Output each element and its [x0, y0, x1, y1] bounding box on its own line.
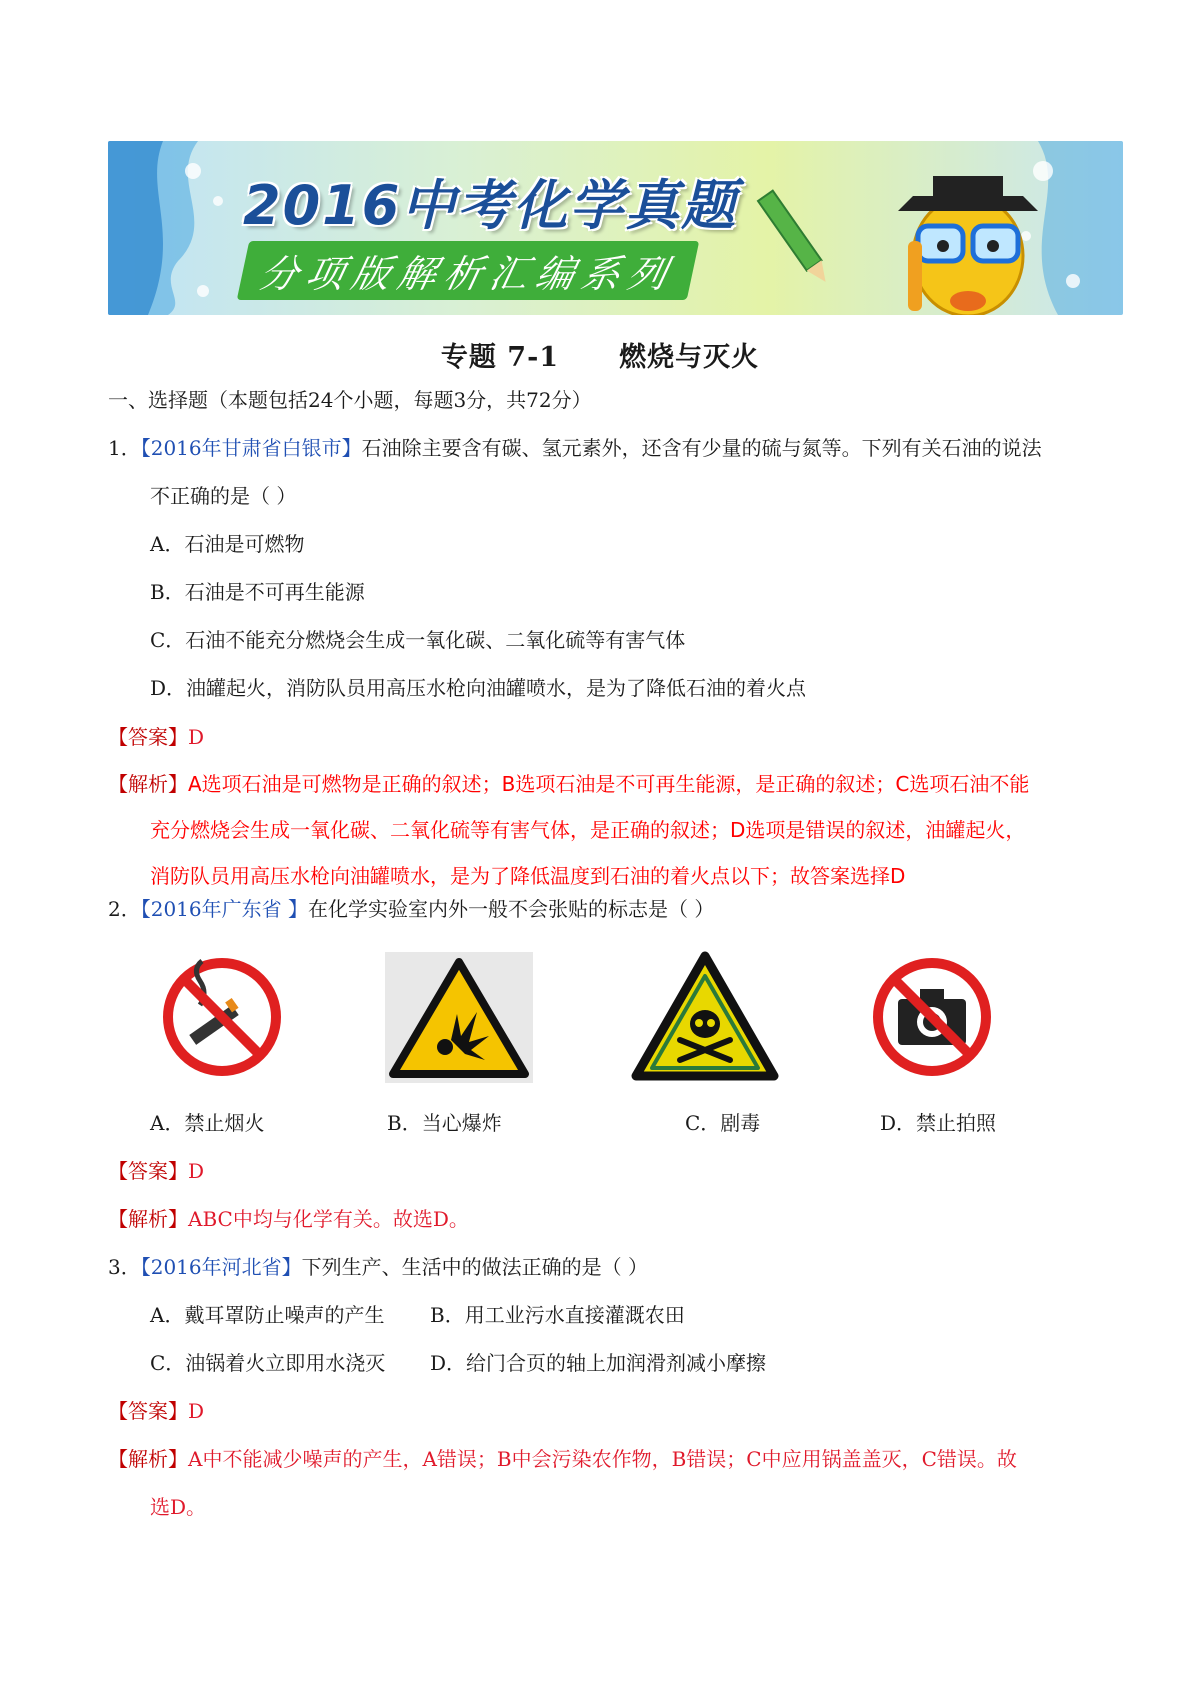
option-d: D．油罐起火，消防队员用高压水枪向油罐喷水，是为了降低石油的着火点	[150, 676, 807, 700]
answer-value: D	[188, 1159, 205, 1183]
sign-label-b: B．当心爆炸	[387, 1111, 502, 1135]
page-title	[0, 335, 1200, 374]
question-source: 【2016年河北省】	[140, 1255, 302, 1279]
answer-label: 【答案】	[108, 1399, 188, 1423]
explanation-text: ABC中均与化学有关。故选D。	[188, 1207, 469, 1231]
question-text: 石油除主要含有碳、氢元素外，还含有少量的硫与氮等。下列有关石油的说法	[361, 436, 1042, 460]
no-photography-sign-icon	[870, 955, 995, 1080]
question-3-stem	[108, 1251, 648, 1280]
answer-value: D	[188, 1399, 205, 1423]
answer-3	[108, 1395, 204, 1424]
explanation-1	[108, 768, 1029, 797]
title-topic-name: 燃烧与灭火	[619, 342, 760, 373]
question-2-stem	[108, 893, 714, 922]
explanation-label: 【解析】	[108, 1207, 188, 1231]
toxic-warning-sign-icon	[630, 948, 780, 1084]
sign-label-a: A．禁止烟火	[150, 1111, 265, 1135]
explosive-warning-sign-icon	[385, 952, 533, 1083]
banner-title: 2016中考化学真题	[243, 174, 738, 237]
explanation-3-line-2: 选D。	[150, 1495, 207, 1519]
option-a: A．戴耳罩防止噪声的产生	[150, 1303, 385, 1327]
sign-label-c: C．剧毒	[685, 1111, 761, 1135]
explanation-3	[108, 1443, 1017, 1472]
question-number: 1．	[108, 436, 141, 460]
title-topic-number: 专题 7-1	[440, 342, 560, 373]
explanation-2	[108, 1203, 469, 1232]
explanation-text: A选项石油是可燃物是正确的叙述；B选项石油是不可再生能源，是正确的叙述；C选项石油不能	[188, 772, 1030, 796]
banner-subtitle: 分项版解析汇编系列	[237, 241, 700, 300]
option-c: C．油锅着火立即用水浇灭	[150, 1351, 386, 1375]
question-1-stem	[108, 432, 1042, 461]
section-heading: 一、选择题（本题包括24个小题，每题3分，共72分）	[108, 388, 592, 412]
option-a: A．石油是可燃物	[150, 532, 305, 556]
option-d: D．给门合页的轴上加润滑剂减小摩擦	[430, 1351, 767, 1375]
header-banner	[108, 141, 1123, 315]
explanation-label: 【解析】	[108, 1447, 188, 1471]
explanation-1-line-3: 消防队员用高压水枪向油罐喷水，是为了降低温度到石油的着火点以下；故答案选择D	[150, 864, 906, 888]
question-text: 下列生产、生活中的做法正确的是（ ）	[301, 1255, 648, 1279]
answer-2	[108, 1155, 204, 1184]
question-text: 在化学实验室内外一般不会张贴的标志是（ ）	[308, 897, 715, 921]
no-smoking-sign-icon	[160, 955, 285, 1080]
answer-label: 【答案】	[108, 1159, 188, 1183]
answer-1	[108, 721, 204, 750]
sign-label-d: D．禁止拍照	[880, 1111, 997, 1135]
explanation-label: 【解析】	[108, 772, 188, 796]
answer-label: 【答案】	[108, 725, 188, 749]
explanation-1-line-2: 充分燃烧会生成一氧化碳、二氧化硫等有害气体，是正确的叙述；D选项是错误的叙述，油罐起火，	[150, 818, 1026, 842]
question-1-stem-continued: 不正确的是（ ）	[150, 484, 297, 508]
question-number: 3．	[108, 1255, 141, 1279]
question-source: 【2016年广东省 】	[140, 897, 308, 921]
option-b: B．用工业污水直接灌溉农田	[430, 1303, 685, 1327]
question-source: 【2016年甘肃省白银市】	[140, 436, 362, 460]
option-b: B．石油是不可再生能源	[150, 580, 365, 604]
explanation-text: A中不能减少噪声的产生，A错误；B中会污染农作物，B错误；C中应用锅盖盖灭，C错误。故	[188, 1447, 1017, 1471]
option-c: C．石油不能充分燃烧会生成一氧化碳、二氧化硫等有害气体	[150, 628, 686, 652]
question-number: 2．	[108, 897, 141, 921]
answer-value: D	[188, 725, 205, 749]
